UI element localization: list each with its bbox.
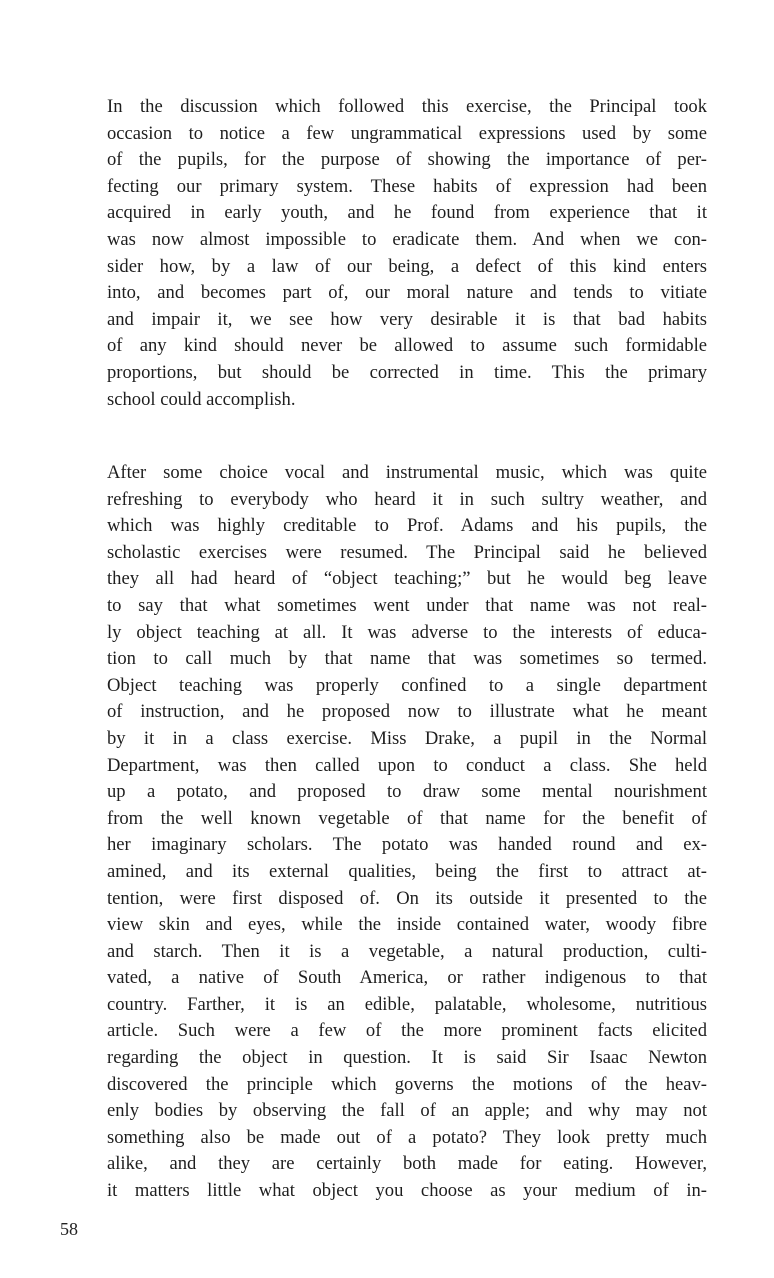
text-line: fecting our primary system. These habits of expression had been bbox=[107, 175, 707, 197]
text-line: proportions, but should be corrected in time. This the primary bbox=[107, 361, 707, 383]
text-line: her imaginary scholars. The potato was handed round and ex- bbox=[107, 834, 707, 856]
text-line: alike, and they are certainly both made for eating. However, bbox=[107, 1153, 707, 1175]
text-line: ly object teaching at all. It was adverse to the interests of educa- bbox=[107, 621, 707, 643]
text-line: country. Farther, it is an edible, palatable, wholesome, nutritious bbox=[107, 993, 707, 1015]
paragraph-1 bbox=[107, 94, 707, 413]
text-line: of any kind should never be allowed to assume such formidable bbox=[107, 335, 707, 357]
text-line: and starch. Then it is a vegetable, a natural production, culti- bbox=[107, 940, 707, 962]
text-line: vated, a native of South America, or rather indigenous to that bbox=[107, 967, 707, 989]
page-number: 58 bbox=[60, 1219, 78, 1239]
text-line: scholastic exercises were resumed. The Principal said he believed bbox=[107, 541, 707, 563]
text-line: acquired in early youth, and he found from experience that it bbox=[107, 202, 707, 224]
text-line: After some choice vocal and instrumental music, which was quite bbox=[107, 462, 707, 483]
text-line: into, and becomes part of, our moral nature and tends to vitiate bbox=[107, 282, 707, 304]
text-line: by it in a class exercise. Miss Drake, a pupil in the Normal bbox=[107, 727, 707, 749]
text-line: tention, were first disposed of. On its outside it presented to the bbox=[107, 887, 707, 909]
text-line: from the well known vegetable of that name for the benefit of bbox=[107, 807, 707, 829]
text-line: up a potato, and proposed to draw some mental nourishment bbox=[107, 781, 707, 803]
text-line: article. Such were a few of the more prominent facts elicited bbox=[107, 1020, 707, 1042]
text-line: amined, and its external qualities, being the first to attract at- bbox=[107, 860, 707, 882]
text-line: Department, was then called upon to conduct a class. She held bbox=[107, 754, 707, 776]
text-line: of the pupils, for the purpose of showing the importance of per- bbox=[107, 149, 707, 171]
text-line: something also be made out of a potato? They look pretty much bbox=[107, 1126, 707, 1148]
text-line: tion to call much by that name that was sometimes so termed. bbox=[107, 648, 707, 670]
text-line: regarding the object in question. It is said Sir Isaac Newton bbox=[107, 1047, 707, 1069]
text-line: school could accomplish. bbox=[107, 388, 296, 410]
text-line: to say that what sometimes went under that name was not real- bbox=[107, 594, 707, 616]
text-line: and impair it, we see how very desirable it is that bad habits bbox=[107, 308, 707, 330]
text-line: was now almost impossible to eradicate them. And when we con- bbox=[107, 228, 707, 250]
text-line: view skin and eyes, while the inside contained water, woody fibre bbox=[107, 914, 707, 936]
text-line: sider how, by a law of our being, a defect of this kind enters bbox=[107, 255, 707, 277]
text-line: refreshing to everybody who heard it in such sultry weather, and bbox=[107, 488, 707, 510]
text-line: which was highly creditable to Prof. Adams and his pupils, the bbox=[107, 515, 707, 537]
text-line: it matters little what object you choose as your medium of in- bbox=[107, 1180, 707, 1202]
paragraph-2 bbox=[107, 460, 707, 1205]
text-line: In the discussion which followed this exercise, the Principal took bbox=[107, 96, 707, 117]
text-line: discovered the principle which governs the motions of the heav- bbox=[107, 1073, 707, 1095]
text-line: of instruction, and he proposed now to illustrate what he meant bbox=[107, 701, 707, 723]
text-line: Object teaching was properly confined to a single department bbox=[107, 674, 707, 696]
text-line: they all had heard of “object teaching;” but he would beg leave bbox=[107, 568, 707, 590]
text-line: occasion to notice a few ungrammatical expressions used by some bbox=[107, 122, 707, 144]
text-line: enly bodies by observing the fall of an apple; and why may not bbox=[107, 1100, 707, 1122]
